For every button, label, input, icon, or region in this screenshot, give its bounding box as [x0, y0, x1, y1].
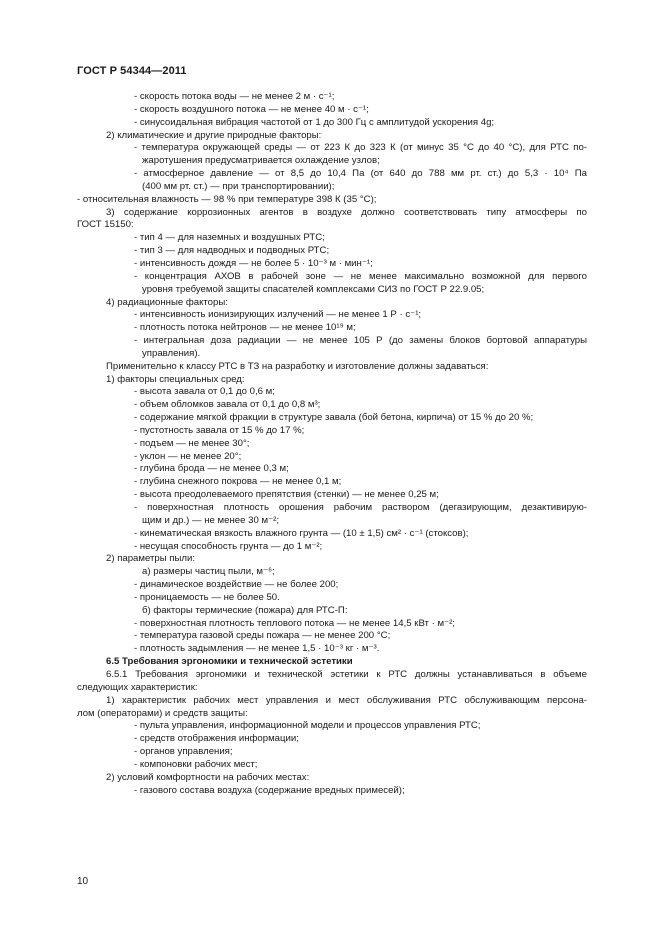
text-line: - пульта управления, информационной модели и процессов управления РТС; — [134, 720, 481, 732]
text-line: б) факторы термические (пожара) для РТС-П: — [142, 604, 348, 616]
text-line: 4) радиационные факторы: — [106, 296, 228, 308]
text-line: - интенсивность дождя — не более 5 · 10⁻³ м · мин⁻¹; — [134, 257, 373, 269]
text-line: следующих характеристик: — [77, 681, 198, 693]
text-line: уровня требуемой защиты спасателей комплексами СИЗ по ГОСТ Р 22.9.05; — [142, 283, 485, 295]
page-number: 10 — [77, 876, 89, 887]
document-header: ГОСТ Р 54344—2011 — [77, 65, 187, 77]
text-line: - плотность потока нейтронов — не менее 10¹⁹ м; — [134, 322, 356, 334]
text-line: 1) факторы специальных сред: — [106, 373, 245, 385]
text-line: 2) климатические и другие природные факторы: — [106, 129, 322, 141]
text-line: - плотность задымления — не менее 1,5 · 10⁻³ кг · м⁻³. — [134, 643, 380, 655]
text-line: - скорость потока воды — не менее 2 м · с⁻¹; — [134, 91, 335, 102]
text-line: 3) содержание коррозионных агентов в воздухе должно соответствовать типу атмосферы по — [106, 206, 587, 218]
text-line: - поверхностная плотность орошения рабочим раствором (дегазирующим, дезактивирую- — [134, 502, 587, 513]
text-line: - газового состава воздуха (содержание вредных примесей); — [134, 784, 405, 796]
text-line: - глубина брода — не менее 0,3 м; — [134, 463, 289, 475]
text-line: - объем обломков завала от 0,1 до 0,8 м³; — [134, 399, 321, 411]
text-line: - высота преодолеваемого препятствия (стенки) — не менее 0,25 м; — [134, 489, 439, 501]
text-line: ГОСТ 15150: — [77, 219, 134, 231]
text-line: - относительная влажность — 98 % при температуре 398 К (35 °С); — [77, 193, 377, 205]
text-line: - концентрация АХОВ в рабочей зоне — не менее максимально возможной для первого — [134, 270, 587, 282]
text-line: - компоновки рабочих мест; — [134, 758, 258, 770]
text-line: 2) параметры пыли: — [106, 553, 196, 565]
text-line: - содержание мягкой фракции в структуре завала (бой бетона, кирпича) от 15 % до 20 %; — [134, 412, 534, 424]
text-line: 6.5.1 Требования эргономики и технической эстетики к РТС должны устанавливаться в объеме — [106, 668, 587, 680]
document-body — [77, 91, 587, 797]
text-line: - несущая способность грунта — до 1 м⁻²; — [134, 540, 323, 552]
text-line: - высота завала от 0,1 до 0,6 м; — [134, 386, 275, 398]
text-line: - проницаемость — не более 50. — [134, 591, 280, 603]
text-line: - температура газовой среды пожара — не менее 200 °С; — [134, 630, 391, 642]
text-line: - интегральная доза радиации — не менее 105 Р (до замены блоков бортовой аппаратуры — [134, 335, 587, 347]
text-line: - тип 3 — для надводных и подводных РТС; — [134, 245, 330, 257]
text-line: 2) условий комфортности на рабочих местах: — [106, 771, 310, 783]
text-line: 1) характеристик рабочих мест управления и мест обслуживания РТС обслуживающим персона- — [106, 694, 587, 706]
text-line: (400 мм рт. ст.) — при транспортировании); — [142, 180, 335, 192]
text-line: - уклон — не менее 20°; — [134, 450, 242, 462]
text-line: управления). — [142, 347, 201, 359]
text-line: лом (операторами) и средств защиты: — [77, 707, 248, 719]
text-line: - температура окружающей среды — от 223 К до 323 К (от минус 35 °С до 40 °С), для РТС по- — [134, 142, 587, 154]
text-line: - интенсивность ионизирующих излучений — не менее 1 Р · с⁻¹; — [134, 309, 422, 321]
text-line: - атмосферное давление — от 8,5 до 10,4 Па (от 640 до 788 мм рт. ст.) до 5,3 · 10⁴ Па — [134, 168, 587, 180]
text-line: - средств отображения информации; — [134, 733, 299, 745]
text-line: - синусоидальная вибрация частотой от 1 до 300 Гц с амплитудой ускорения 4g; — [134, 116, 495, 128]
text-line: а) размеры частиц пыли, м⁻⁶; — [142, 566, 275, 578]
text-line: щим и др.) — не менее 30 м⁻²; — [142, 514, 279, 526]
text-line: - кинематическая вязкость влажного грунта — (10 ± 1,5) см² · с⁻¹ (стоксов); — [134, 527, 469, 539]
text-line: - подъем — не менее 30°; — [134, 437, 250, 449]
text-line: Применительно к классу РТС в ТЗ на разработку и изготовление должны задаваться: — [106, 360, 489, 372]
text-line: - органов управления; — [134, 746, 233, 758]
text-line: - скорость воздушного потока — не менее 40 м · с⁻¹; — [134, 103, 369, 115]
section-heading: 6.5 Требования эргономики и технической эстетики — [106, 656, 353, 668]
text-line: - глубина снежного покрова — не менее 0,1 м; — [134, 476, 342, 488]
text-line: - тип 4 — для наземных и воздушных РТС; — [134, 232, 325, 244]
text-line: - динамическое воздействие — не более 200; — [134, 579, 339, 591]
text-line: - пустотность завала от 15 % до 17 %; — [134, 424, 305, 436]
text-line: - поверхностная плотность теплового потока — не менее 14,5 кВт · м⁻²; — [134, 617, 455, 629]
text-line: жаротушения предусматривается охлаждение узлов; — [142, 155, 380, 167]
